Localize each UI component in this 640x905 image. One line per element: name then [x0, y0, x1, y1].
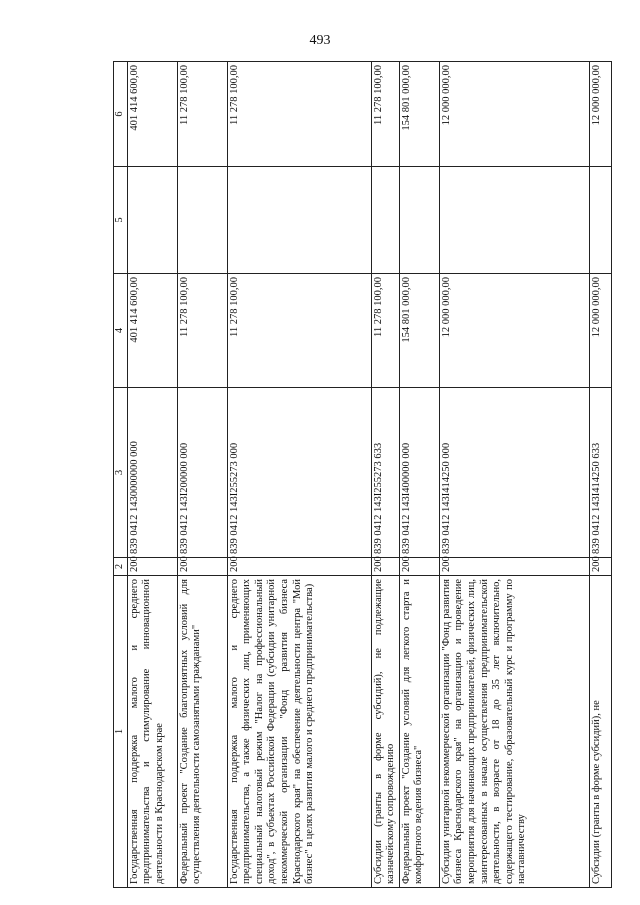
table-row	[439, 62, 589, 888]
row-kbk: 839 0412 143I414250 000	[439, 388, 589, 558]
row-code: 200	[371, 558, 399, 576]
header-cell-2: 2	[114, 558, 128, 576]
row-code: 200	[127, 558, 177, 576]
row-amount-6: 401 414 600,00	[127, 62, 177, 167]
budget-table	[113, 61, 612, 888]
row-kbk: 839 0412 143I414250 633	[589, 388, 611, 558]
row-kbk: 839 0412 143I255273 000	[227, 388, 371, 558]
row-code: 200	[177, 558, 227, 576]
table-row	[177, 62, 227, 888]
row-code: 200	[399, 558, 439, 576]
header-cell-6: 6	[114, 62, 128, 167]
row-amount-5	[399, 167, 439, 274]
row-amount-4: 154 801 000,00	[399, 274, 439, 388]
header-cell-3: 3	[114, 388, 128, 558]
row-amount-4: 11 278 100,00	[227, 274, 371, 388]
table-row	[227, 62, 371, 888]
row-name: Федеральный проект "Создание благоприятных условий для осуществления деятельности самозанятыми гражданами"	[177, 576, 227, 888]
row-name: Субсидии (гранты в форме субсидий), не	[589, 576, 611, 888]
row-code: 200	[439, 558, 589, 576]
budget-table-container	[113, 62, 611, 888]
row-code: 200	[227, 558, 371, 576]
table-row	[371, 62, 399, 888]
page-number: 493	[309, 33, 331, 48]
header-row	[114, 62, 128, 888]
row-kbk: 839 0412 143I255273 633	[371, 388, 399, 558]
table-row	[589, 62, 611, 888]
row-amount-5	[177, 167, 227, 274]
header-cell-4: 4	[114, 274, 128, 388]
row-name: Государственная поддержка малого и среднего предпринимательства, а также физических лиц, применяющих специальный налоговый режим "Налог на профессиональный доход", в субъектах Российской Федерации (субсидии унитарной некоммерческой организации "Фонд развития бизнеса Краснодарского края" на обеспечение деятельности центра "Мой бизнес" в целях развития малого и среднего предпринимательства)	[227, 576, 371, 888]
row-amount-6: 11 278 100,00	[227, 62, 371, 167]
row-amount-5	[227, 167, 371, 274]
row-name: Государственная поддержка малого и среднего предпринимательства и стимулирование инновационной деятельности в Краснодарском крае	[127, 576, 177, 888]
row-name: Субсидии (гранты в форме субсидий), не подлежащие казначейскому сопровождению	[371, 576, 399, 888]
row-amount-6: 154 801 000,00	[399, 62, 439, 167]
table-row	[127, 62, 177, 888]
row-name: Федеральный проект "Создание условий для легкого старта и комфортного ведения бизнеса"	[399, 576, 439, 888]
row-amount-6: 11 278 100,00	[177, 62, 227, 167]
row-amount-5	[589, 167, 611, 274]
row-amount-5	[371, 167, 399, 274]
row-amount-4: 12 000 000,00	[589, 274, 611, 388]
row-kbk: 839 0412 143I200000 000	[177, 388, 227, 558]
row-amount-6: 12 000 000,00	[589, 62, 611, 167]
row-name: Субсидии унитарной некоммерческой организации "Фонд развития бизнеса Краснодарского края" на организацию и проведение мероприятия для начинающих предпринимателей, физических лиц, заинтересованных в начале осуществления предпринимательской деятельности, в возрасте от 18 до 35 лет включительно, содержащего тестирование, образовательный курс и программу по наставничеству	[439, 576, 589, 888]
row-code: 200	[589, 558, 611, 576]
header-cell-1: 1	[114, 576, 128, 888]
row-amount-6: 11 278 100,00	[371, 62, 399, 167]
row-amount-6: 12 000 000,00	[439, 62, 589, 167]
row-amount-4: 401 414 600,00	[127, 274, 177, 388]
row-kbk: 839 0412 1430000000 000	[127, 388, 177, 558]
row-amount-4: 11 278 100,00	[177, 274, 227, 388]
table-row	[399, 62, 439, 888]
row-amount-4: 11 278 100,00	[371, 274, 399, 388]
row-amount-4: 12 000 000,00	[439, 274, 589, 388]
row-amount-5	[439, 167, 589, 274]
row-kbk: 839 0412 143I400000 000	[399, 388, 439, 558]
header-cell-5: 5	[114, 167, 128, 274]
row-amount-5	[127, 167, 177, 274]
